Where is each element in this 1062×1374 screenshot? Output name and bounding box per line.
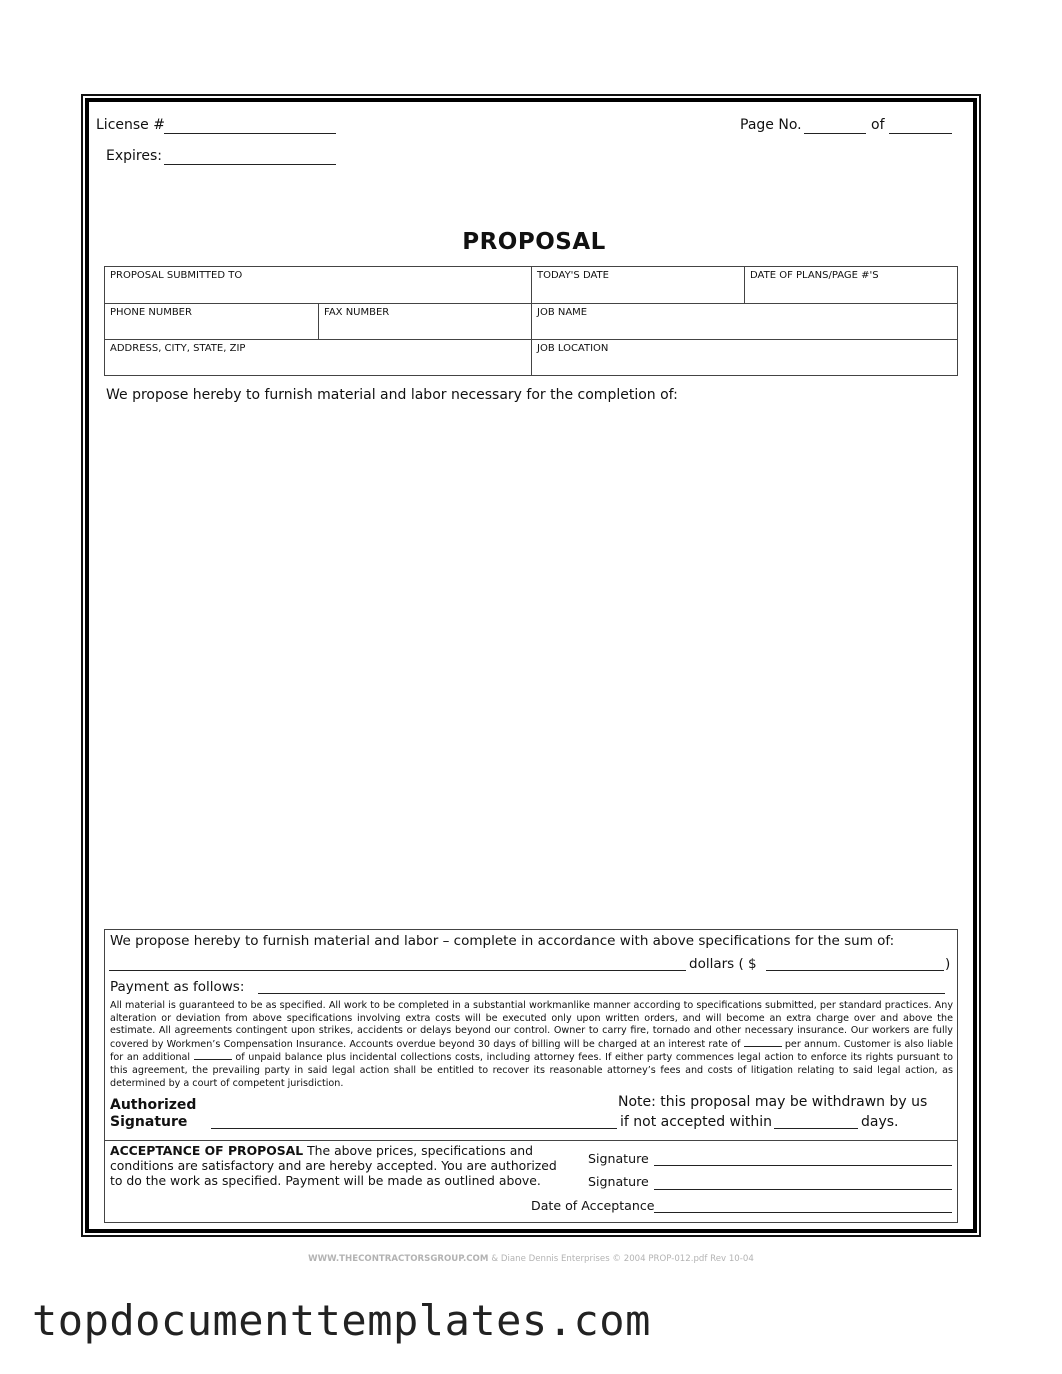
payment-label: Payment as follows: bbox=[110, 979, 245, 995]
page-title: PROPOSAL bbox=[462, 229, 606, 255]
submitted-to-cell[interactable] bbox=[105, 267, 531, 304]
signature-1-field[interactable] bbox=[654, 1165, 952, 1166]
address-cell[interactable] bbox=[105, 339, 531, 375]
interest-rate-field[interactable] bbox=[744, 1038, 782, 1047]
todays-date-label: TODAY'S DATE bbox=[537, 270, 609, 281]
fax-cell[interactable] bbox=[318, 303, 531, 340]
legal-text-3: of unpaid balance plus incidental collections costs, including attorney fees. If either party commences legal action to enforce its rights pursuant to this agreement, the prevailing party in said legal action shall be entitled to recover its reasonable attorney’s fees and costs of litigation relating to said legal action, as determined by a court of competent jurisdiction. bbox=[110, 1052, 953, 1089]
days-label: days. bbox=[861, 1114, 899, 1130]
authorized-signature-field[interactable] bbox=[211, 1128, 617, 1129]
expires-field[interactable] bbox=[164, 164, 336, 165]
authorized-label: Authorized bbox=[110, 1097, 197, 1113]
close-paren: ) bbox=[945, 956, 951, 972]
sum-words-field[interactable] bbox=[109, 970, 686, 971]
job-location-cell[interactable] bbox=[531, 339, 957, 375]
page-of-label: of bbox=[871, 117, 885, 133]
scope-description-area[interactable] bbox=[104, 410, 958, 920]
accept-within-label: if not accepted within bbox=[620, 1114, 773, 1130]
watermark-text: topdocumenttemplates.com bbox=[32, 1296, 651, 1345]
todays-date-cell[interactable] bbox=[531, 267, 744, 304]
date-of-acceptance-label: Date of Acceptance bbox=[531, 1198, 655, 1213]
withdraw-note: Note: this proposal may be withdrawn by us bbox=[618, 1094, 928, 1110]
acceptance-text bbox=[110, 1144, 570, 1188]
footer-rest: & Diane Dennis Enterprises © 2004 PROP-012.pdf Rev 10-04 bbox=[491, 1254, 754, 1264]
acceptance-body: The above prices, specifications and conditions are satisfactory and are hereby accepted. You are authorized to do the work as specified. Payment will be made as outlined above. bbox=[110, 1143, 557, 1188]
legal-text-2: per annum. Customer is also liable for an additional bbox=[110, 1038, 953, 1064]
signature-1-label: Signature bbox=[588, 1151, 649, 1166]
date-of-acceptance-field[interactable] bbox=[654, 1212, 952, 1213]
phone-label: PHONE NUMBER bbox=[110, 307, 192, 318]
legal-terms bbox=[110, 1000, 953, 1090]
license-label: License # bbox=[96, 117, 165, 133]
payment-field[interactable] bbox=[258, 993, 945, 994]
footer-credit bbox=[0, 1254, 1062, 1264]
signature-2-field[interactable] bbox=[654, 1189, 952, 1190]
acceptance-heading: ACCEPTANCE OF PROPOSAL bbox=[110, 1143, 304, 1158]
phone-cell[interactable] bbox=[105, 303, 318, 340]
signature-2-label: Signature bbox=[588, 1174, 649, 1189]
info-grid bbox=[104, 266, 958, 376]
page-no-field[interactable] bbox=[804, 133, 866, 134]
footer-site: WWW.THECONTRACTORSGROUP.COM bbox=[308, 1254, 489, 1264]
address-label: ADDRESS, CITY, STATE, ZIP bbox=[110, 343, 246, 354]
job-location-label: JOB LOCATION bbox=[537, 343, 609, 354]
fax-label: FAX NUMBER bbox=[324, 307, 390, 318]
acceptance-divider bbox=[105, 1140, 957, 1141]
scope-intro: We propose hereby to furnish material and labor necessary for the completion of: bbox=[106, 387, 678, 403]
date-of-plans-cell[interactable] bbox=[744, 267, 957, 304]
legal-text-1: All material is guaranteed to be as specified. All work to be completed in a substantial workmanlike manner according to specifications submitted, per standard practices. Any alteration or deviation from above specifications involving extra costs will be executed only upon written orders, and will become an extra charge over and above the estimate. All agreements contingent upon strikes, accidents or delays beyond our control. Owner to carry fire, tornado and other necessary insurance. Our workers are fully covered by Workmen’s Compensation Insurance. Accounts overdue beyond 30 days of billing will be charged at an interest rate of bbox=[110, 1000, 953, 1050]
job-name-label: JOB NAME bbox=[537, 307, 588, 318]
sum-text: We propose hereby to furnish material and labor – complete in accordance with above specifications for the sum of: bbox=[110, 933, 895, 949]
dollars-label: dollars ( $ bbox=[689, 956, 757, 972]
expires-label: Expires: bbox=[106, 148, 162, 164]
collection-fee-field[interactable] bbox=[194, 1051, 232, 1060]
job-name-cell[interactable] bbox=[531, 303, 957, 340]
page-total-field[interactable] bbox=[889, 133, 952, 134]
authorized-signature-label: Signature bbox=[110, 1114, 188, 1130]
page-no-label: Page No. bbox=[740, 117, 802, 133]
date-of-plans-label: DATE OF PLANS/PAGE #'S bbox=[750, 270, 879, 281]
license-field[interactable] bbox=[164, 133, 336, 134]
sum-amount-field[interactable] bbox=[766, 970, 944, 971]
submitted-to-label: PROPOSAL SUBMITTED TO bbox=[110, 270, 243, 281]
accept-days-field[interactable] bbox=[774, 1128, 858, 1129]
